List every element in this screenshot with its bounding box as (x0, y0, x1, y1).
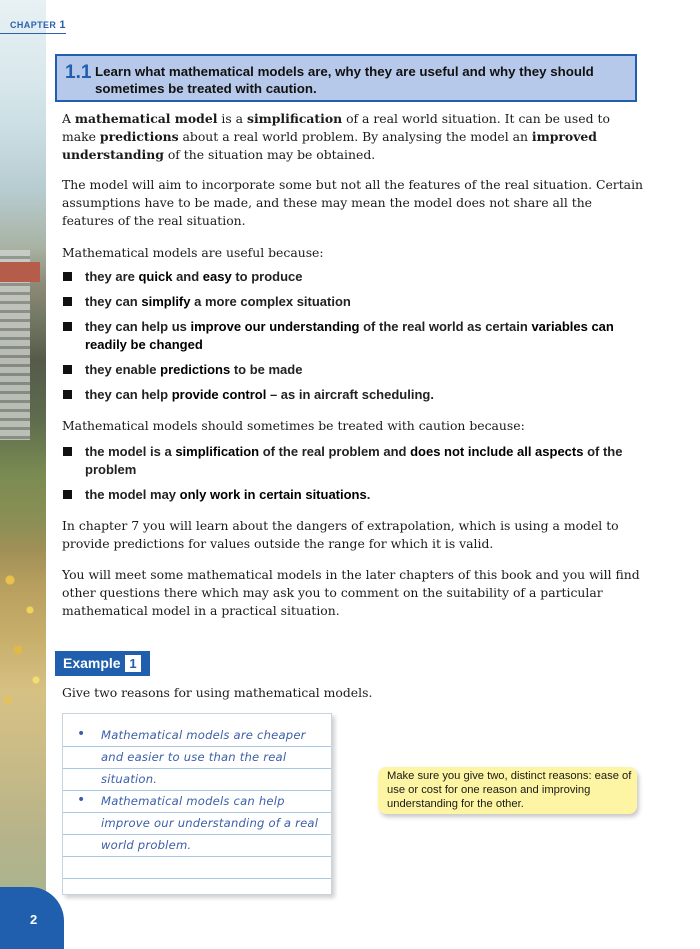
handwritten-bullet-icon: • (77, 792, 86, 808)
square-bullet-icon (63, 297, 72, 306)
text-run: to be made (230, 362, 303, 377)
notepad-rule (63, 834, 331, 835)
later-chapters-paragraph: You will meet some mathematical models in the later chapters of this book and you will find other questions there which may ask you to comment on the suitability of a particular mathematical model in a practical situation. (62, 567, 640, 618)
text-run: they are (85, 269, 139, 284)
key-phrase: easy (202, 269, 232, 284)
example-question: Give two reasons for using mathematical models. (62, 685, 373, 700)
text-run: A (62, 111, 75, 126)
objective-text: Learn what mathematical models are, why they are useful and why they should sometimes be treated with caution. (95, 64, 594, 96)
text-run: – as in aircraft scheduling. (266, 387, 434, 402)
notepad-rule (63, 746, 331, 747)
text-run: they can help us (85, 319, 191, 334)
text-run: the model is a (85, 444, 176, 459)
text-run: of a real world situation. It can be used to make (62, 111, 610, 144)
key-phrase: simplify (141, 294, 191, 309)
key-phrase: simplification (175, 444, 260, 459)
text-run: of the situation may be obtained. (163, 147, 376, 162)
square-bullet-icon (63, 447, 72, 456)
text-run: of the real world as certain (359, 319, 532, 334)
intro-paragraph-assumptions: The model will aim to incorporate some but not all the features of the real situation. Certain assumptions have to be made, and these may mean the model does not share all the features of the real situation. (62, 177, 644, 228)
text-run: about a real world problem. By analysing the model an (178, 129, 532, 144)
text-run: the model may (85, 487, 180, 502)
square-bullet-icon (63, 490, 72, 499)
caution-heading: Mathematical models should sometimes be treated with caution because: (62, 418, 525, 433)
list-item (62, 361, 642, 379)
example-tag (55, 651, 150, 676)
list-item (62, 268, 642, 286)
text-run: a more complex situation (190, 294, 351, 309)
notepad-rule (63, 768, 331, 769)
notepad-rule (63, 812, 331, 813)
text-run: and (172, 269, 203, 284)
answer-notepad (62, 713, 332, 895)
key-phrase: improve our understanding (190, 319, 360, 334)
text-run: of the real problem and (259, 444, 411, 459)
example-number: 1 (125, 655, 141, 672)
square-bullet-icon (63, 322, 72, 331)
list-item (62, 293, 642, 311)
text-run: . (366, 487, 371, 502)
key-phrase: only work in certain situations (179, 487, 367, 502)
chapter-number: 1 (59, 19, 66, 31)
key-term: predictions (99, 129, 179, 144)
chapter-label-text: CHAPTER (10, 20, 57, 30)
useful-heading: Mathematical models are useful because: (62, 245, 324, 260)
square-bullet-icon (63, 390, 72, 399)
text-run: they enable (85, 362, 161, 377)
objective-number: 1.1 (65, 62, 92, 83)
flowers-photo-detail (0, 560, 46, 720)
key-phrase: does not include all aspects (410, 444, 584, 459)
text-run: of the problem (85, 444, 623, 477)
useful-reasons-list (62, 268, 642, 411)
text-run: to produce (231, 269, 303, 284)
key-phrase: quick (138, 269, 173, 284)
tip-text: Make sure you give two, distinct reasons: ease of use or cost for one reason and improving understanding for the other. (387, 770, 632, 810)
key-term: improved understanding (62, 129, 597, 162)
text-run: is a (217, 111, 247, 126)
answer-line: world problem. (101, 838, 192, 852)
answer-line: situation. (101, 772, 158, 786)
learning-objective-box (55, 54, 637, 102)
chapter-label (10, 19, 66, 31)
key-phrase: variables can readily be changed (85, 319, 614, 352)
page-number: 2 (30, 912, 38, 927)
cover-photo-strip (0, 0, 46, 949)
list-item (62, 318, 642, 354)
caution-reasons-list (62, 443, 642, 511)
key-phrase: provide control (171, 387, 267, 402)
answer-line: and easier to use than the real (101, 750, 287, 764)
list-item (62, 386, 642, 404)
tip-box (378, 767, 637, 814)
key-phrase: predictions (160, 362, 231, 377)
answer-line: improve our understanding of a real (101, 816, 319, 830)
intro-paragraph-definition (62, 110, 644, 164)
chapter-rule (0, 33, 66, 34)
extrapolation-paragraph: In chapter 7 you will learn about the dangers of extrapolation, which is using a model to provide predictions for values outside the range for which it is valid. (62, 518, 619, 551)
notepad-rule (63, 856, 331, 857)
text-run: they can help (85, 387, 172, 402)
text-run: they can (85, 294, 142, 309)
list-item (62, 443, 642, 479)
key-term: mathematical model (74, 111, 218, 126)
notepad-rule (63, 790, 331, 791)
answer-line: Mathematical models can help (101, 794, 285, 808)
key-term: simplification (246, 111, 343, 126)
square-bullet-icon (63, 272, 72, 281)
list-item (62, 486, 642, 504)
square-bullet-icon (63, 365, 72, 374)
example-label: Example (63, 655, 121, 671)
answer-line: Mathematical models are cheaper (101, 728, 306, 742)
notepad-rule (63, 878, 331, 879)
roof-photo-detail (0, 262, 40, 282)
handwritten-bullet-icon: • (77, 726, 86, 742)
